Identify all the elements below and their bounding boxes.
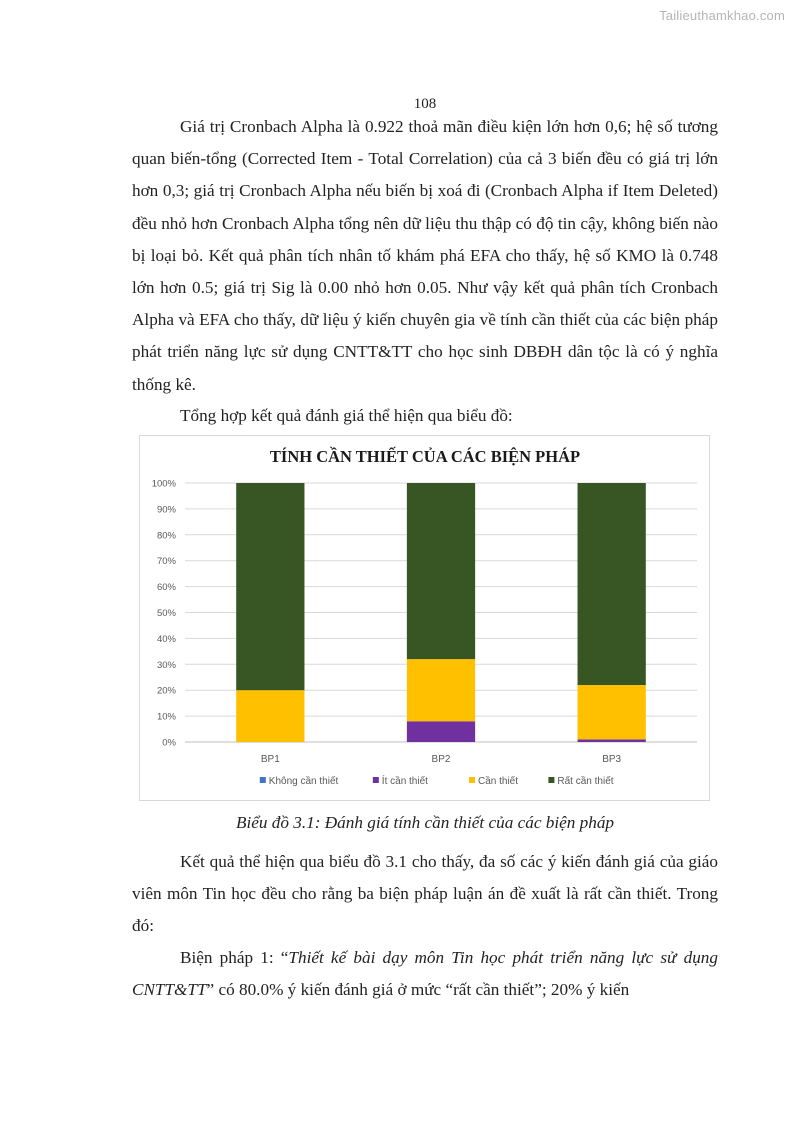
chart-title: TÍNH CẦN THIẾT CỦA CÁC BIỆN PHÁP (269, 447, 581, 466)
legend-swatch (260, 777, 266, 783)
legend-swatch (548, 777, 554, 783)
watermark: Tailieuthamkhao.com (659, 8, 785, 23)
bar-segment (407, 721, 475, 742)
legend-label: Ít cần thiết (381, 776, 428, 787)
legend-label: Rất cần thiết (557, 776, 614, 787)
y-tick-label: 20% (156, 685, 176, 697)
bar-segment (236, 483, 304, 690)
x-tick-label: BP1 (260, 754, 280, 765)
paragraph-result (132, 846, 718, 943)
paragraph-cronbach (132, 111, 718, 401)
paragraph-summary-intro-text: Tổng hợp kết quả đánh giá thể hiện qua biểu đồ: (180, 406, 513, 425)
bar-segment (407, 659, 475, 721)
measure-1-suffix: ” có 80.0% ý kiến đánh giá ở mức “rất cần thiết”; 20% ý kiến (206, 980, 630, 1000)
bar-segment (236, 690, 304, 742)
bar-segment (578, 685, 646, 739)
x-tick-label: BP2 (431, 754, 451, 765)
y-tick-label: 70% (156, 556, 176, 568)
x-tick-label: BP3 (602, 754, 622, 765)
stacked-bar-chart (139, 435, 710, 801)
y-tick-label: 30% (156, 659, 176, 671)
y-tick-label: 60% (156, 582, 176, 594)
legend-label: Không cần thiết (268, 776, 339, 787)
y-tick-label: 40% (156, 633, 176, 645)
bar-segment (407, 483, 475, 659)
page-number: 108 (413, 96, 437, 112)
measure-1-prefix: Biện pháp 1: “ (180, 948, 289, 967)
paragraph-measure-1 (132, 942, 718, 1006)
bar-segment (578, 483, 646, 685)
y-tick-label: 0% (162, 737, 176, 749)
y-tick-label: 10% (156, 711, 176, 723)
y-tick-label: 80% (156, 530, 176, 542)
legend-swatch (373, 777, 379, 783)
y-tick-label: 90% (156, 504, 176, 516)
y-tick-label: 100% (151, 478, 176, 490)
bar-segment (578, 739, 646, 742)
legend-label: Cần thiết (478, 776, 519, 787)
paragraph-summary-intro (132, 400, 718, 432)
figure-caption: Biểu đồ 3.1: Đánh giá tính cần thiết của các biện pháp (235, 813, 615, 832)
paragraph-result-text: Kết quả thể hiện qua biểu đồ 3.1 cho thấy, đa số các ý kiến đánh giá của giáo viên môn Tin học đều cho rằng ba biện pháp luận án đề xuất là rất cần thiết. Trong đó: (132, 852, 718, 936)
chart-svg (140, 436, 711, 802)
legend-swatch (469, 777, 475, 783)
paragraph-cronbach-text: Giá trị Cronbach Alpha là 0.922 thoả mãn điều kiện lớn hơn 0,6; hệ số tương quan biến-tổng (Corrected Item - Total Correlation) của cả 3 biến đều có giá trị lớn hơn 0,3; giá trị Cronbach Alpha nếu biến bị xoá đi (Cronbach Alpha if Item Deleted) đều nhỏ hơn Cronbach Alpha tổng nên dữ liệu thu thập có độ tin cậy, không biến nào bị loại bỏ. Kết quả phân tích nhân tố khám phá EFA cho thấy, hệ số KMO là 0.748 lớn hơn 0.5; giá trị Sig là 0.00 nhỏ hơn 0.05. Như vậy kết quả phân tích Cronbach Alpha và EFA cho thấy, dữ liệu ý kiến chuyên gia về tính cần thiết của các biện pháp phát triển năng lực sử dụng CNTT&TT cho học sinh DBĐH dân tộc là có ý nghĩa thống kê. (132, 117, 718, 394)
y-tick-label: 50% (156, 608, 176, 619)
measure-1-title: Thiết kế bài dạy môn Tin học phát triển năng lực sử dụng CNTT&TT (132, 948, 718, 1000)
